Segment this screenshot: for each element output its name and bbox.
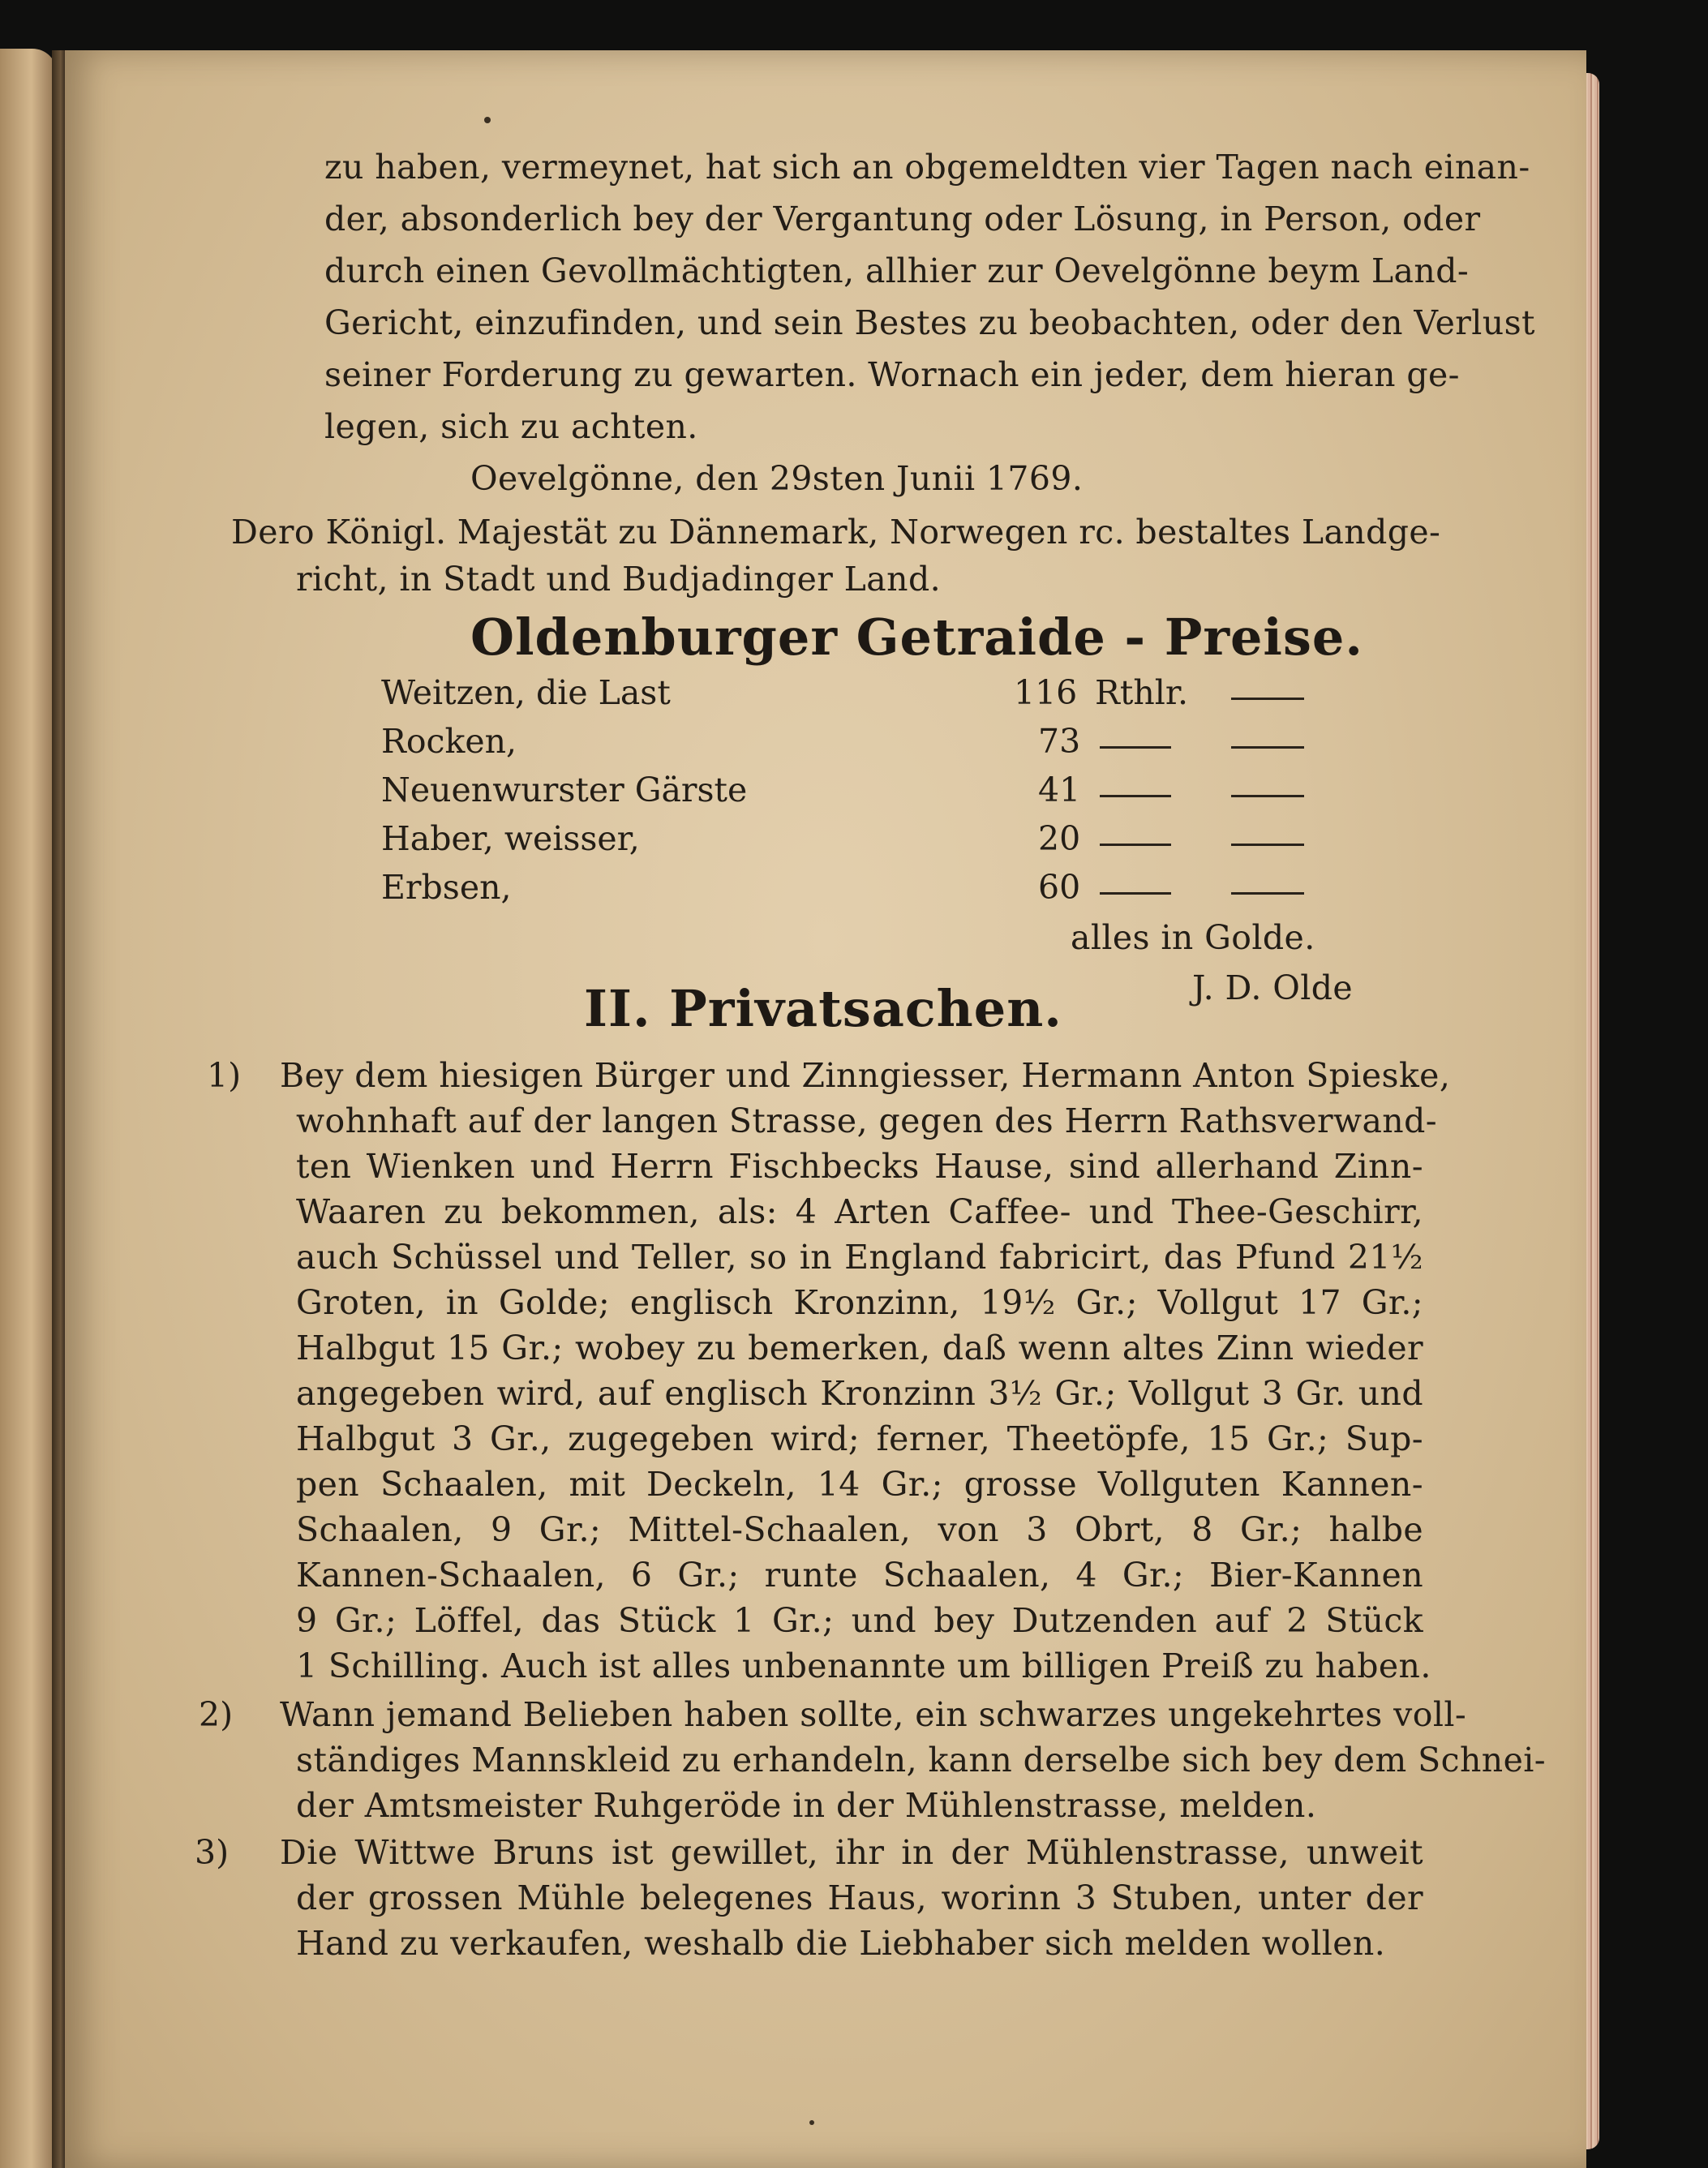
item-line: Die Wittwe Bruns ist gewillet, ihr in der Mühlenstrasse, unweit [280, 1833, 1423, 1872]
price-row-name: Neuenwurster Gärste [381, 771, 748, 809]
intro-line: seiner Forderung zu gewarten. Wornach ein jeder, dem hieran ge- [324, 355, 1460, 394]
item-line: Schaalen, 9 Gr.; Mittel-Schaalen, von 3 Obrt, 8 Gr.; halbe [296, 1510, 1423, 1549]
document-page [65, 50, 1586, 2168]
item-line: Waaren zu bekommen, als: 4 Arten Caffee- und Thee-Geschirr, [296, 1192, 1423, 1231]
item-line: Hand zu verkaufen, weshalb die Liebhaber sich melden wollen. [296, 1924, 1386, 1963]
item-line: Wann jemand Belieben haben sollte, ein schwarzes ungekehrtes voll- [280, 1695, 1467, 1734]
item-line: Groten, in Golde; englisch Kronzinn, 19½ Gr.; Vollgut 17 Gr.; [296, 1283, 1423, 1322]
item-line: der grossen Mühle belegenes Haus, worinn 3 Stuben, unter der [296, 1878, 1423, 1917]
ink-speck [809, 2120, 814, 2125]
ink-dot [484, 117, 491, 123]
item-line: Halbgut 15 Gr.; wobey zu bemerken, daß wenn altes Zinn wieder [296, 1329, 1423, 1367]
price-row-name: Rocken, [381, 722, 517, 761]
item-line: 1 Schilling. Auch ist alles unbenannte um billigen Preiß zu haben. [296, 1646, 1431, 1685]
item-line: angegeben wird, auf englisch Kronzinn 3½ Gr.; Vollgut 3 Gr. und [296, 1374, 1423, 1413]
intro-line: Gericht, einzufinden, und sein Bestes zu beobachten, oder den Verlust [324, 303, 1535, 342]
ditto-dash [1100, 795, 1171, 797]
item-number: 1) [207, 1056, 242, 1095]
intro-line: durch einen Gevollmächtigten, allhier zur Oevelgönne beym Land- [324, 251, 1470, 290]
ditto-dash [1231, 698, 1304, 700]
price-row-value: 116 [1014, 673, 1078, 712]
ditto-dash [1231, 795, 1304, 797]
price-signed: J. D. Olde [1192, 968, 1354, 1007]
ditto-dash [1231, 844, 1304, 846]
price-row-name: Erbsen, [381, 868, 512, 907]
signature-line: richt, in Stadt und Budjadinger Land. [296, 560, 942, 599]
ditto-dash [1231, 746, 1304, 749]
ditto-dash [1231, 892, 1304, 895]
item-number: 2) [199, 1695, 234, 1734]
price-row-value: 60 [1038, 868, 1081, 907]
item-number: 3) [195, 1833, 230, 1872]
signature-line: Dero Königl. Majestät zu Dännemark, Norwegen rc. bestaltes Landge- [231, 513, 1441, 552]
intro-line: der, absonderlich bey der Vergantung oder Lösung, in Person, oder [324, 200, 1481, 238]
ditto-dash [1100, 892, 1171, 895]
price-row-value: 20 [1038, 819, 1081, 858]
item-line: ständiges Mannskleid zu erhandeln, kann derselbe sich bey dem Schnei- [296, 1741, 1547, 1779]
ditto-dash [1100, 746, 1171, 749]
item-line: auch Schüssel und Teller, so in England fabricirt, das Pfund 21½ [296, 1238, 1423, 1277]
price-row-name: Haber, weisser, [381, 819, 640, 858]
price-unit: Rthlr. [1095, 673, 1188, 712]
price-row-value: 41 [1038, 771, 1081, 809]
item-line: 9 Gr.; Löffel, das Stück 1 Gr.; und bey Dutzenden auf 2 Stück [296, 1601, 1423, 1640]
item-line: pen Schaalen, mit Deckeln, 14 Gr.; grosse Vollguten Kannen- [296, 1465, 1423, 1504]
price-footer: alles in Golde. [1071, 918, 1315, 957]
item-line: der Amtsmeister Ruhgeröde in der Mühlenstrasse, melden. [296, 1786, 1317, 1825]
facing-page-edge [0, 49, 57, 2168]
item-line: ten Wienken und Herrn Fischbecks Hause, sind allerhand Zinn- [296, 1147, 1423, 1186]
grain-prices-heading: Oldenburger Getraide - Preise. [470, 607, 1363, 667]
private-matters-heading: II. Privatsachen. [584, 979, 1062, 1038]
date-line: Oevelgönne, den 29sten Junii 1769. [470, 459, 1084, 498]
ditto-dash [1100, 844, 1171, 846]
item-line: Kannen-Schaalen, 6 Gr.; runte Schaalen, 4 Gr.; Bier-Kannen [296, 1556, 1423, 1595]
item-line: wohnhaft auf der langen Strasse, gegen des Herrn Rathsverwand- [296, 1101, 1437, 1140]
intro-line: legen, sich zu achten. [324, 407, 698, 446]
intro-line: zu haben, vermeynet, hat sich an obgemeldten vier Tagen nach einan- [324, 148, 1530, 187]
price-row-name: Weitzen, die Last [381, 673, 671, 712]
item-line: Bey dem hiesigen Bürger und Zinngiesser, Hermann Anton Spieske, [280, 1056, 1451, 1095]
item-line: Halbgut 3 Gr., zugegeben wird; ferner, Theetöpfe, 15 Gr.; Sup- [296, 1419, 1423, 1458]
price-row-value: 73 [1038, 722, 1081, 761]
